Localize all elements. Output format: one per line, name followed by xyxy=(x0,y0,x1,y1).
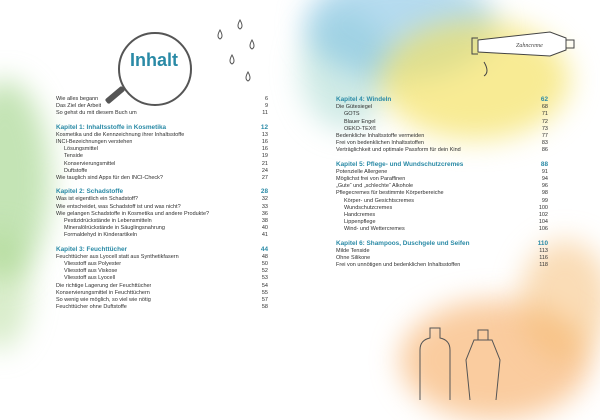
toc-entry-page: 11 xyxy=(262,110,268,117)
toc-subentry[interactable] xyxy=(336,198,548,205)
toc-entry[interactable] xyxy=(56,196,268,203)
toc-entry-title: „Gute“ und „schlechte“ Alkohole xyxy=(336,183,414,190)
toc-subentry[interactable] xyxy=(56,268,268,275)
toc-subentry[interactable] xyxy=(336,111,548,118)
toc-chapter-heading[interactable] xyxy=(336,240,548,247)
toc-entry-title: Die richtige Lagerung der Feuchttücher xyxy=(56,282,152,289)
toc-entry[interactable] xyxy=(56,211,268,218)
toc-entry-title: Handcremes xyxy=(344,212,376,219)
toc-entry-page: 118 xyxy=(539,262,548,269)
toc-entry-page: 40 xyxy=(261,225,268,232)
toc-entry-page: 116 xyxy=(539,255,548,262)
toc-entry-title: Möglichst frei von Paraffinen xyxy=(336,176,406,183)
toc-entry-title: Lösungsmittel xyxy=(64,146,98,153)
toc-subentry[interactable] xyxy=(56,261,268,268)
toc-entry-title: Pestizidrückstände in Lebensmitteln xyxy=(64,218,152,225)
toc-entry[interactable] xyxy=(336,176,548,183)
toc-entry[interactable] xyxy=(56,254,268,261)
chapter-page: 44 xyxy=(260,245,268,253)
toc-entry-title: Körper- und Gesichtscremes xyxy=(344,197,414,204)
toc-entry-page: 16 xyxy=(261,139,268,146)
toc-entry[interactable] xyxy=(336,147,548,154)
toc-entry-title: So gehst du mit diesem Buch um xyxy=(56,110,137,117)
toc-entry-page: 96 xyxy=(541,183,548,190)
chapter-page: 110 xyxy=(537,239,548,247)
toc-entry[interactable] xyxy=(56,297,268,304)
toc-entry[interactable] xyxy=(56,204,268,211)
toc-entry-page: 94 xyxy=(541,176,548,183)
toc-entry-title: Wind- und Wettercremes xyxy=(344,226,405,233)
toc-entry-page: 58 xyxy=(261,304,268,311)
toc-entry-title: Milde Tenside xyxy=(336,247,370,254)
chapter-title: Kapitel 5: Pflege- und Wundschutzcremes xyxy=(336,160,464,168)
toc-subentry[interactable] xyxy=(56,153,268,160)
toc-entry-page: 102 xyxy=(538,212,548,219)
toc-subentry[interactable] xyxy=(56,168,268,175)
toc-entry[interactable] xyxy=(336,190,548,197)
toc-entry-page: 24 xyxy=(261,167,268,174)
chapter-page: 12 xyxy=(260,123,268,131)
toc-entry-page: 53 xyxy=(261,275,268,282)
toc-entry-title: Formaldehyd in Kinderartikeln xyxy=(64,232,138,239)
toc-entry-title: Verträglichkeit und optimale Passform für dein Kind xyxy=(336,147,461,154)
toc-entry-title: Mineralölrückstände in Säuglingsnahrung xyxy=(64,225,165,232)
toc-entry-page: 38 xyxy=(261,218,268,225)
toc-entry-title: Wie entscheidet, was Schadstoff ist und was nicht? xyxy=(56,203,181,210)
toc-entry-title: Feuchttücher aus Lyocell statt aus Synthetikfasern xyxy=(56,253,179,260)
toc-entry-page: 72 xyxy=(541,118,548,125)
toc-entry[interactable] xyxy=(56,96,268,103)
toc-entry[interactable] xyxy=(56,103,268,110)
toc-entry-page: 77 xyxy=(541,133,548,140)
toc-entry[interactable] xyxy=(56,290,268,297)
toc-entry[interactable] xyxy=(56,132,268,139)
toc-entry-page: 113 xyxy=(539,247,548,254)
chapter-title: Kapitel 4: Windeln xyxy=(336,96,392,103)
toc-entry[interactable] xyxy=(56,175,268,182)
toc-entry[interactable] xyxy=(336,140,548,147)
toc-entry[interactable] xyxy=(336,183,548,190)
toc-entry-title: Tenside xyxy=(64,153,83,160)
toc-entry-title: Wie tauglich sind Apps für den INCI-Check? xyxy=(56,175,163,182)
toc-entry-title: Frei von unnötigen und bedenklichen Inhaltsstoffen xyxy=(336,262,461,269)
chapter-page: 28 xyxy=(260,188,268,196)
toc-entry-title: Blauer Engel xyxy=(344,118,376,125)
toc-entry-title: Das Ziel der Arbeit xyxy=(56,103,102,110)
toc-entry[interactable] xyxy=(56,110,268,117)
toc-entry[interactable] xyxy=(56,283,268,290)
toc-chapter-heading[interactable] xyxy=(56,124,268,131)
toc-entry-title: Wundschutzcremes xyxy=(344,204,393,211)
toc-entry-page: 98 xyxy=(541,190,548,197)
toc-entry-page: 50 xyxy=(261,261,268,268)
toc-subentry[interactable] xyxy=(56,218,268,225)
toc-subentry[interactable] xyxy=(336,119,548,126)
chapter-title: Kapitel 2: Schadstoffe xyxy=(56,188,124,196)
chapter-page: 62 xyxy=(540,96,548,103)
toc-entry[interactable] xyxy=(336,248,548,255)
toc-entry-page: 19 xyxy=(261,153,268,160)
page-title: Inhalt xyxy=(130,50,178,70)
toc-entry-page: 52 xyxy=(261,268,268,275)
toc-entry-title: Duftstoffe xyxy=(64,167,88,174)
toc-entry-page: 32 xyxy=(261,196,268,203)
toc-subentry[interactable] xyxy=(336,126,548,133)
toc-entry-title: Bedenkliche Inhaltsstoffe vermeiden xyxy=(336,133,425,140)
toc-entry-page: 21 xyxy=(261,160,268,167)
toc-entry[interactable] xyxy=(56,139,268,146)
toc-entry-title: Potenzielle Allergene xyxy=(336,168,388,175)
toc-entry[interactable] xyxy=(336,255,548,262)
toc-entry-title: Ohne Silikone xyxy=(336,255,371,262)
toc-subentry[interactable] xyxy=(336,205,548,212)
toc-entry-title: Was ist eigentlich ein Schadstoff? xyxy=(56,196,138,203)
toc-entry-title: So wenig wie möglich, so viel wie nötig xyxy=(56,297,151,304)
toc-entry-page: 55 xyxy=(261,289,268,296)
toc-chapter-heading[interactable] xyxy=(336,96,548,103)
toc-entry-page: 83 xyxy=(541,140,548,147)
chapter-page: 88 xyxy=(540,160,548,168)
toc-subentry[interactable] xyxy=(336,212,548,219)
toc-entry-title: Vliesstoff aus Viskose xyxy=(64,268,118,275)
toc-entry-page: 73 xyxy=(541,125,548,132)
toc-entry-title: Kosmetika und die Kennzeichnung ihrer Inhaltsstoffe xyxy=(56,131,185,138)
bottles-icon xyxy=(400,300,530,400)
toc-entry-title: Vliesstoff aus Lyocell xyxy=(64,275,116,282)
toc-entry[interactable] xyxy=(56,304,268,311)
toc-entry-title: Pflegecremes für bestimmte Körperbereiche xyxy=(336,190,444,197)
toc-entry[interactable] xyxy=(336,262,548,269)
toc-entry-page: 100 xyxy=(538,204,548,211)
toc-entry-page: 57 xyxy=(261,297,268,304)
toothpaste-tube-icon xyxy=(470,18,580,78)
chapter-title: Kapitel 1: Inhaltsstoffe in Kosmetika xyxy=(56,123,167,131)
toc-entry-page: 48 xyxy=(261,253,268,260)
water-drops-icon xyxy=(210,10,270,90)
toc-entry-title: Wie gelangen Schadstoffe in Kosmetika und andere Produkte? xyxy=(56,210,210,217)
toc-subentry[interactable] xyxy=(336,226,548,233)
toc-entry-page: 13 xyxy=(261,131,268,138)
toc-left-column xyxy=(56,96,268,311)
toc-subentry[interactable] xyxy=(56,232,268,239)
toc-entry-page: 41 xyxy=(261,232,268,239)
toc-entry-page: 106 xyxy=(538,226,548,233)
toc-entry[interactable] xyxy=(336,104,548,111)
toc-entry-page: 33 xyxy=(261,203,268,210)
toc-entry-title: OEKO-TEX® xyxy=(344,125,377,132)
toc-entry-title: Lippenpflege xyxy=(344,219,376,226)
toc-entry-title: Konservierungsmittel xyxy=(64,160,116,167)
toc-subentry[interactable] xyxy=(336,219,548,226)
toc-subentry[interactable] xyxy=(56,225,268,232)
toc-entry-page: 9 xyxy=(264,103,268,110)
toc-entry-title: INCI-Bezeichnungen verstehen xyxy=(56,139,133,146)
toc-subentry[interactable] xyxy=(56,275,268,282)
toc-entry-title: Die Gütesiegel xyxy=(336,104,373,111)
toc-chapter-heading[interactable] xyxy=(56,188,268,195)
toc-entry-page: 86 xyxy=(541,147,548,154)
toc-entry-page: 71 xyxy=(541,111,548,118)
toc-entry-page: 91 xyxy=(541,168,548,175)
toc-entry-page: 54 xyxy=(261,282,268,289)
toc-entry-title: Konservierungsmittel in Feuchttüchern xyxy=(56,289,150,296)
toc-subentry[interactable] xyxy=(56,161,268,168)
toc-entry-page: 99 xyxy=(541,197,548,204)
toc-entry-title: GOTS xyxy=(344,111,360,118)
toc-chapter-heading[interactable] xyxy=(336,161,548,168)
toc-right-column xyxy=(336,96,548,269)
toc-chapter-heading[interactable] xyxy=(56,246,268,253)
toc-subentry[interactable] xyxy=(56,146,268,153)
toc-entry-page: 6 xyxy=(264,96,268,102)
toc-entry-title: Vliesstoff aus Polyester xyxy=(64,261,122,268)
chapter-title: Kapitel 3: Feuchttücher xyxy=(56,245,128,253)
tube-label: Zahncreme xyxy=(516,43,543,49)
chapter-title: Kapitel 6: Shampoos, Duschgele und Seifen xyxy=(336,239,470,247)
toc-entry-page: 104 xyxy=(538,219,548,226)
toc-entry-page: 16 xyxy=(261,146,268,153)
toc-entry[interactable] xyxy=(336,133,548,140)
toc-entry[interactable] xyxy=(336,169,548,176)
toc-entry-title: Feuchttücher ohne Duftstoffe xyxy=(56,304,127,311)
toc-entry-page: 36 xyxy=(261,210,268,217)
toc-entry-page: 27 xyxy=(261,175,268,182)
toc-entry-title: Wie alles begann xyxy=(56,96,99,102)
toc-entry-title: Frei von bedenklichen Inhaltsstoffen xyxy=(336,140,424,147)
toc-entry-page: 68 xyxy=(541,104,548,111)
